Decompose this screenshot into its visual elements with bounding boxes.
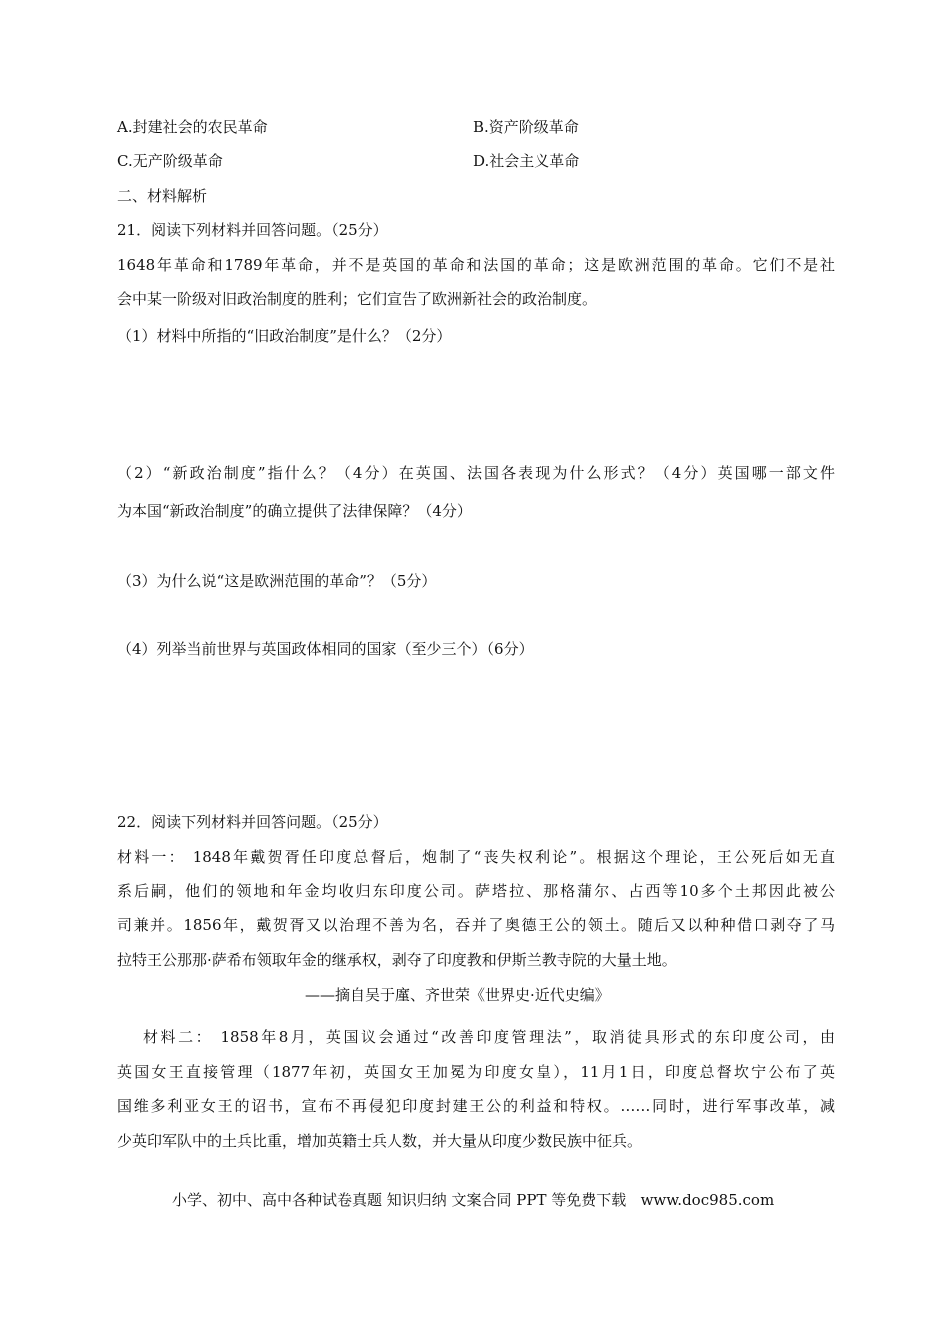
q21-material-line: 1648年革命和1789年革命，并不是英国的革命和法国的革命；这是欧洲范围的革命。它们不是社 <box>117 256 835 274</box>
q22-material1-line: 司兼并。1856年，戴贺胥又以治理不善为名，吞并了奥德王公的领土。随后又以种种借口剥夺了马 <box>117 916 835 934</box>
q22-material1-line: 拉特王公那那·萨希布领取年金的继承权，剥夺了印度教和伊斯兰教寺院的大量土地。 <box>117 951 677 969</box>
q22-source-citation: ——摘自吴于廑、齐世荣《世界史·近代史编》 <box>305 986 610 1004</box>
q21-subquestion-2: （2）“新政治制度”指什么？（4分）在英国、法国各表现为什么形式？（4分）英国哪一部文件 <box>117 464 835 482</box>
q22-material2-line: 国维多利亚女王的诏书，宣布不再侵犯印度封建王公的利益和特权。……同时，进行军事改革，减 <box>117 1097 835 1115</box>
choice-d: D.社会主义革命 <box>473 152 580 170</box>
section-heading: 二、材料解析 <box>117 187 208 205</box>
q21-subquestion-3: （3）为什么说“这是欧洲范围的革命”？（5分） <box>117 572 437 590</box>
page-footer: 小学、初中、高中各种试卷真题 知识归纳 文案合同 PPT 等免费下载 www.doc985.com <box>172 1191 775 1209</box>
q22-material1-line: 系后嗣，他们的领地和年金均收归东印度公司。萨塔拉、那格蒲尔、占西等10多个土邦因此被公 <box>117 882 835 900</box>
choice-a: A.封建社会的农民革命 <box>117 118 268 136</box>
q22-material1-line: 材料一： 1848年戴贺胥任印度总督后，炮制了“丧失权利论”。根据这个理论，王公死后如无直 <box>117 848 835 866</box>
q21-material-line: 会中某一阶级对旧政治制度的胜利；它们宣告了欧洲新社会的政治制度。 <box>117 290 598 308</box>
q22-material2-line: 少英印军队中的土兵比重，增加英籍士兵人数，并大量从印度少数民族中征兵。 <box>117 1132 643 1150</box>
q21-subquestion-4: （4）列举当前世界与英国政体相同的国家（至少三个）（6分） <box>117 640 534 658</box>
q21-subquestion-2-cont: 为本国“新政治制度”的确立提供了法律保障？（4分） <box>117 502 472 520</box>
choice-c: C.无产阶级革命 <box>117 152 223 170</box>
q22-material2-line: 英国女王直接管理（1877年初，英国女王加冕为印度女皇），11月1日，印度总督坎宁公布了英 <box>117 1063 835 1081</box>
q21-subquestion-1: （1）材料中所指的“旧政治制度”是什么？（2分） <box>117 327 452 345</box>
choice-b: B.资产阶级革命 <box>473 118 579 136</box>
q22-material2-line: 材料二： 1858年8月，英国议会通过“改善印度管理法”，取消徒具形式的东印度公司，由 <box>143 1028 835 1046</box>
question-22-title: 22．阅读下列材料并回答问题。（25分） <box>117 813 388 831</box>
question-21-title: 21．阅读下列材料并回答问题。（25分） <box>117 221 388 239</box>
